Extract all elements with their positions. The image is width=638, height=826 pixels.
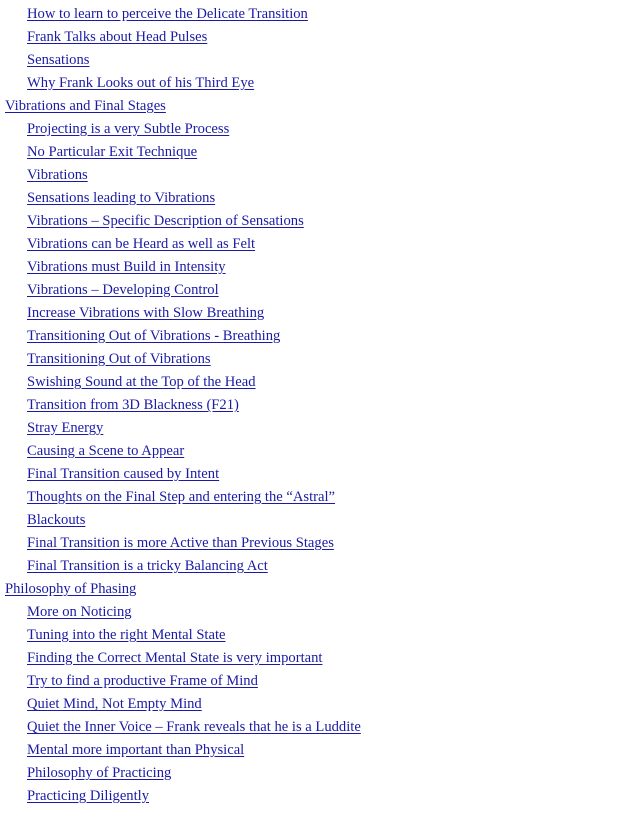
toc-entry-link[interactable]: Finding the Correct Mental State is very important — [27, 650, 323, 666]
toc-entry-link[interactable]: Causing a Scene to Appear — [27, 443, 185, 459]
toc-entry-link[interactable]: Blackouts — [27, 512, 86, 528]
toc-entry-link[interactable]: Vibrations must Build in Intensity — [27, 259, 226, 275]
toc-entry-link[interactable]: Final Transition caused by Intent — [27, 466, 220, 482]
toc-entry-link[interactable]: Sensations — [27, 52, 90, 68]
toc-entry-link[interactable]: Final Transition is a tricky Balancing Act — [27, 558, 268, 574]
toc-entry-link[interactable]: Try to find a productive Frame of Mind — [27, 673, 258, 689]
toc-entry-link[interactable]: Tuning into the right Mental State — [27, 627, 226, 643]
toc-entry-link[interactable]: More on Noticing — [27, 604, 132, 620]
toc-entry-link[interactable]: Frank Talks about Head Pulses — [27, 29, 208, 45]
toc-entry-link[interactable]: Thoughts on the Final Step and entering the “Astral” — [27, 489, 336, 505]
toc-entry-link[interactable]: Quiet Mind, Not Empty Mind — [27, 696, 202, 712]
toc-entry-link[interactable]: Vibrations – Specific Description of Sensations — [27, 213, 304, 229]
toc-entry-link[interactable]: Why Frank Looks out of his Third Eye — [27, 75, 255, 91]
toc-entry-link[interactable]: No Particular Exit Technique — [27, 144, 198, 160]
toc-entry-link[interactable]: Final Transition is more Active than Previous Stages — [27, 535, 334, 551]
toc-entry-link[interactable]: Philosophy of Practicing — [27, 765, 172, 781]
toc-entry-link[interactable]: How to learn to perceive the Delicate Transition — [27, 6, 308, 22]
toc-entry-link[interactable]: Transitioning Out of Vibrations — [27, 351, 211, 367]
toc-entry-link[interactable]: Transitioning Out of Vibrations - Breathing — [27, 328, 281, 344]
toc-entry-link[interactable]: Sensations leading to Vibrations — [27, 190, 216, 206]
toc-entry-link[interactable]: Swishing Sound at the Top of the Head — [27, 374, 256, 390]
toc-entry-link[interactable]: Stray Energy — [27, 420, 104, 436]
toc-entry-link[interactable]: Mental more important than Physical — [27, 742, 245, 758]
toc-section-link[interactable]: Philosophy of Phasing — [5, 581, 137, 597]
toc-entry-link[interactable]: Practicing Diligently — [27, 788, 149, 804]
toc-entry-link[interactable]: Vibrations — [27, 167, 88, 183]
table-of-contents — [0, 3, 638, 808]
toc-section-link[interactable]: Vibrations and Final Stages — [5, 98, 166, 114]
toc-entry-link[interactable]: Projecting is a very Subtle Process — [27, 121, 230, 137]
toc-entry-link[interactable]: Quiet the Inner Voice – Frank reveals that he is a Luddite — [27, 719, 361, 735]
toc-entry-link[interactable]: Vibrations – Developing Control — [27, 282, 219, 298]
toc-entry-link[interactable]: Transition from 3D Blackness (F21) — [27, 397, 239, 413]
toc-entry-link[interactable]: Increase Vibrations with Slow Breathing — [27, 305, 265, 321]
toc-entry-link[interactable]: Vibrations can be Heard as well as Felt — [27, 236, 256, 252]
